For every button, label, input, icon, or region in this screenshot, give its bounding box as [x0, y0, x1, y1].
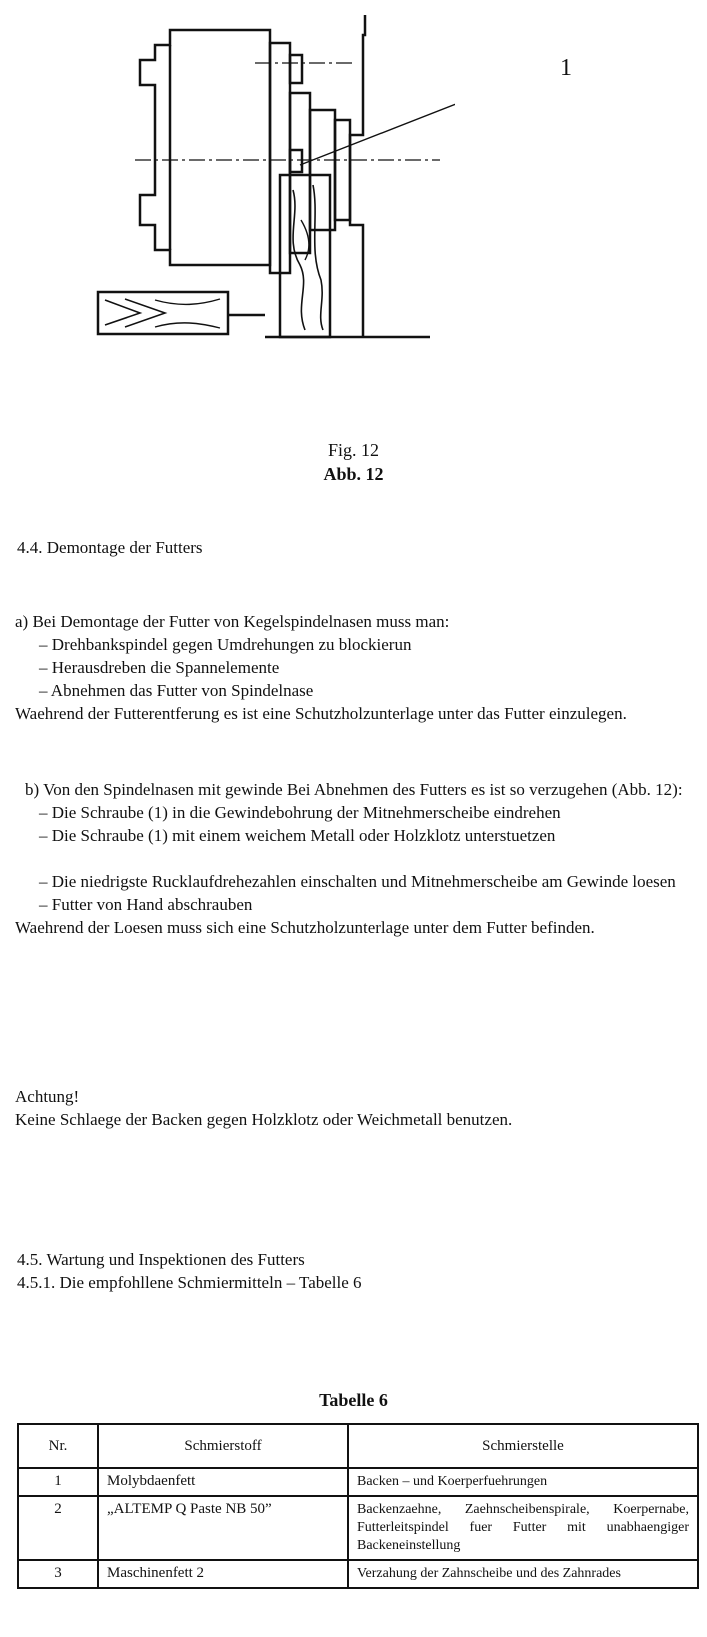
section-4-4-heading: 4.4. Demontage der Futters — [17, 538, 203, 557]
cell-schmierstoff: Maschinenfett 2 — [98, 1560, 348, 1588]
cell-schmierstelle: Backen – und Koerperfuehrungen — [348, 1468, 698, 1496]
cell-nr: 3 — [18, 1560, 98, 1588]
table-header-row — [18, 1424, 698, 1468]
section-a-step: – Herausdreben die Spannelemente — [39, 658, 280, 677]
cell-schmierstoff: „ALTEMP Q Paste NB 50” — [98, 1496, 348, 1560]
section-4-5-1-heading: 4.5.1. Die empfohllene Schmiermitteln – Tabelle 6 — [17, 1273, 362, 1292]
section-b-step: – Die Schraube (1) mit einem weichem Metall oder Holzklotz unterstuetzen — [39, 826, 556, 845]
warning-text: Keine Schlaege der Backen gegen Holzklotz oder Weichmetall benutzen. — [15, 1110, 513, 1129]
lubricant-table — [17, 1423, 699, 1589]
diagram-drawing — [95, 15, 455, 355]
section-b-note: Waehrend der Loesen muss sich eine Schutzholzunterlage unter dem Futter befinden. — [15, 918, 595, 937]
section-b — [15, 778, 695, 939]
figure-caption: Fig. 12 — [327, 440, 379, 460]
warning — [15, 1085, 695, 1131]
column-header-schmierstoff: Schmierstoff — [98, 1424, 348, 1468]
table-row — [18, 1496, 698, 1560]
section-b-step: – Die Schraube (1) in die Gewindebohrung der Mitnehmerscheibe eindrehen — [39, 803, 561, 822]
table-row — [18, 1560, 698, 1588]
cell-nr: 1 — [18, 1468, 98, 1496]
table-row — [18, 1468, 698, 1496]
table-title: Tabelle 6 — [319, 1390, 388, 1410]
chuck-removal-diagram — [95, 15, 455, 355]
callout-label: 1 — [560, 55, 572, 81]
section-a — [15, 610, 695, 725]
section-a-note: Waehrend der Futterentferung es ist eine Schutzholzunterlage unter das Futter einzulegen. — [15, 704, 627, 723]
cell-schmierstoff: Molybdaenfett — [98, 1468, 348, 1496]
column-header-nr: Nr. — [18, 1424, 98, 1468]
cell-schmierstelle: Backenzaehne, Zaehnscheibenspirale, Koerpernabe, Futterleitspindel fuer Futter mit unabhaengiger Backeneinstellung — [348, 1496, 698, 1560]
section-a-step: – Abnehmen das Futter von Spindelnase — [39, 681, 314, 700]
warning-title: Achtung! — [15, 1087, 80, 1106]
section-a-step: – Drehbankspindel gegen Umdrehungen zu blockierun — [39, 635, 412, 654]
column-header-schmierstelle: Schmierstelle — [348, 1424, 698, 1468]
section-b-intro: b) Von den Spindelnasen mit gewinde Bei Abnehmen des Futters es ist so verzugehen (Abb. 12): — [25, 780, 683, 799]
cell-nr: 2 — [18, 1496, 98, 1560]
cell-schmierstelle: Verzahung der Zahnscheibe und des Zahnrades — [348, 1560, 698, 1588]
section-4-5-heading: 4.5. Wartung und Inspektionen des Futters — [17, 1250, 305, 1269]
section-a-intro: a) Bei Demontage der Futter von Kegelspindelnasen muss man: — [15, 612, 450, 631]
section-b-step: – Futter von Hand abschrauben — [39, 895, 253, 914]
section-b-step: – Die niedrigste Rucklaufdrehezahlen einschalten und Mitnehmerscheibe am Gewinde loesen — [39, 872, 676, 891]
figure-caption-german: Abb. 12 — [323, 464, 384, 484]
